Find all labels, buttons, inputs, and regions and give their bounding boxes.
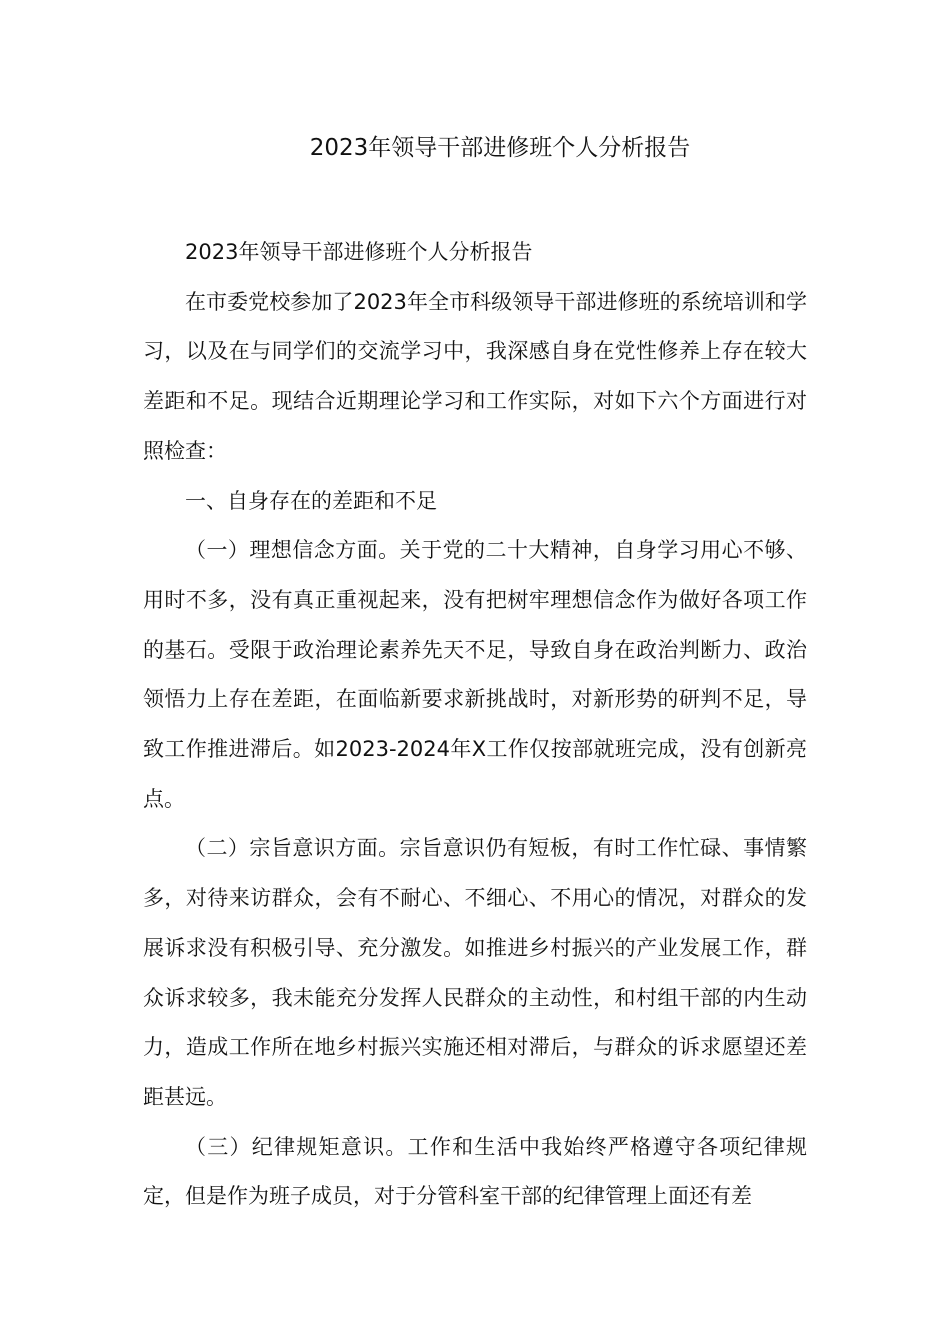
document-body: [143, 228, 807, 1222]
document-title: 2023年领导干部进修班个人分析报告: [309, 135, 691, 161]
discipline-paragraph: （三）纪律规矩意识。工作和生活中我始终严格遵守各项纪律规定，但是作为班子成员，对于分管科室干部的纪律管理上面还有差: [143, 1134, 807, 1209]
intro-paragraph: 在市委党校参加了2023年全市科级领导干部进修班的系统培训和学习，以及在与同学们的交流学习中，我深感自身在党性修养上存在较大差距和不足。现结合近期理论学习和工作实际，对如下六个方面进行对照检查：: [143, 289, 807, 463]
section-heading: 一、自身存在的差距和不足: [185, 488, 437, 513]
ideals-paragraph: （一）理想信念方面。关于党的二十大精神，自身学习用心不够、用时不多，没有真正重视起来，没有把树牢理想信念作为做好各项工作的基石。受限于政治理论素养先天不足，导致自身在政治判断力、政治领悟力上存在差距，在面临新要求新挑战时，对新形势的研判不足，导致工作推进滞后。如2023-2024年X工作仅按部就班完成，没有创新亮点。: [143, 538, 807, 811]
purpose-paragraph: （二）宗旨意识方面。宗旨意识仍有短板，有时工作忙碌、事情繁多，对待来访群众，会有不耐心、不细心、不用心的情况，对群众的发展诉求没有积极引导、充分激发。如推进乡村振兴的产业发展工作，群众诉求较多，我未能充分发挥人民群众的主动性，和村组干部的内生动力，造成工作所在地乡村振兴实施还相对滞后，与群众的诉求愿望还差距甚远。: [143, 836, 807, 1109]
subtitle-paragraph: 2023年领导干部进修班个人分析报告: [185, 240, 533, 264]
